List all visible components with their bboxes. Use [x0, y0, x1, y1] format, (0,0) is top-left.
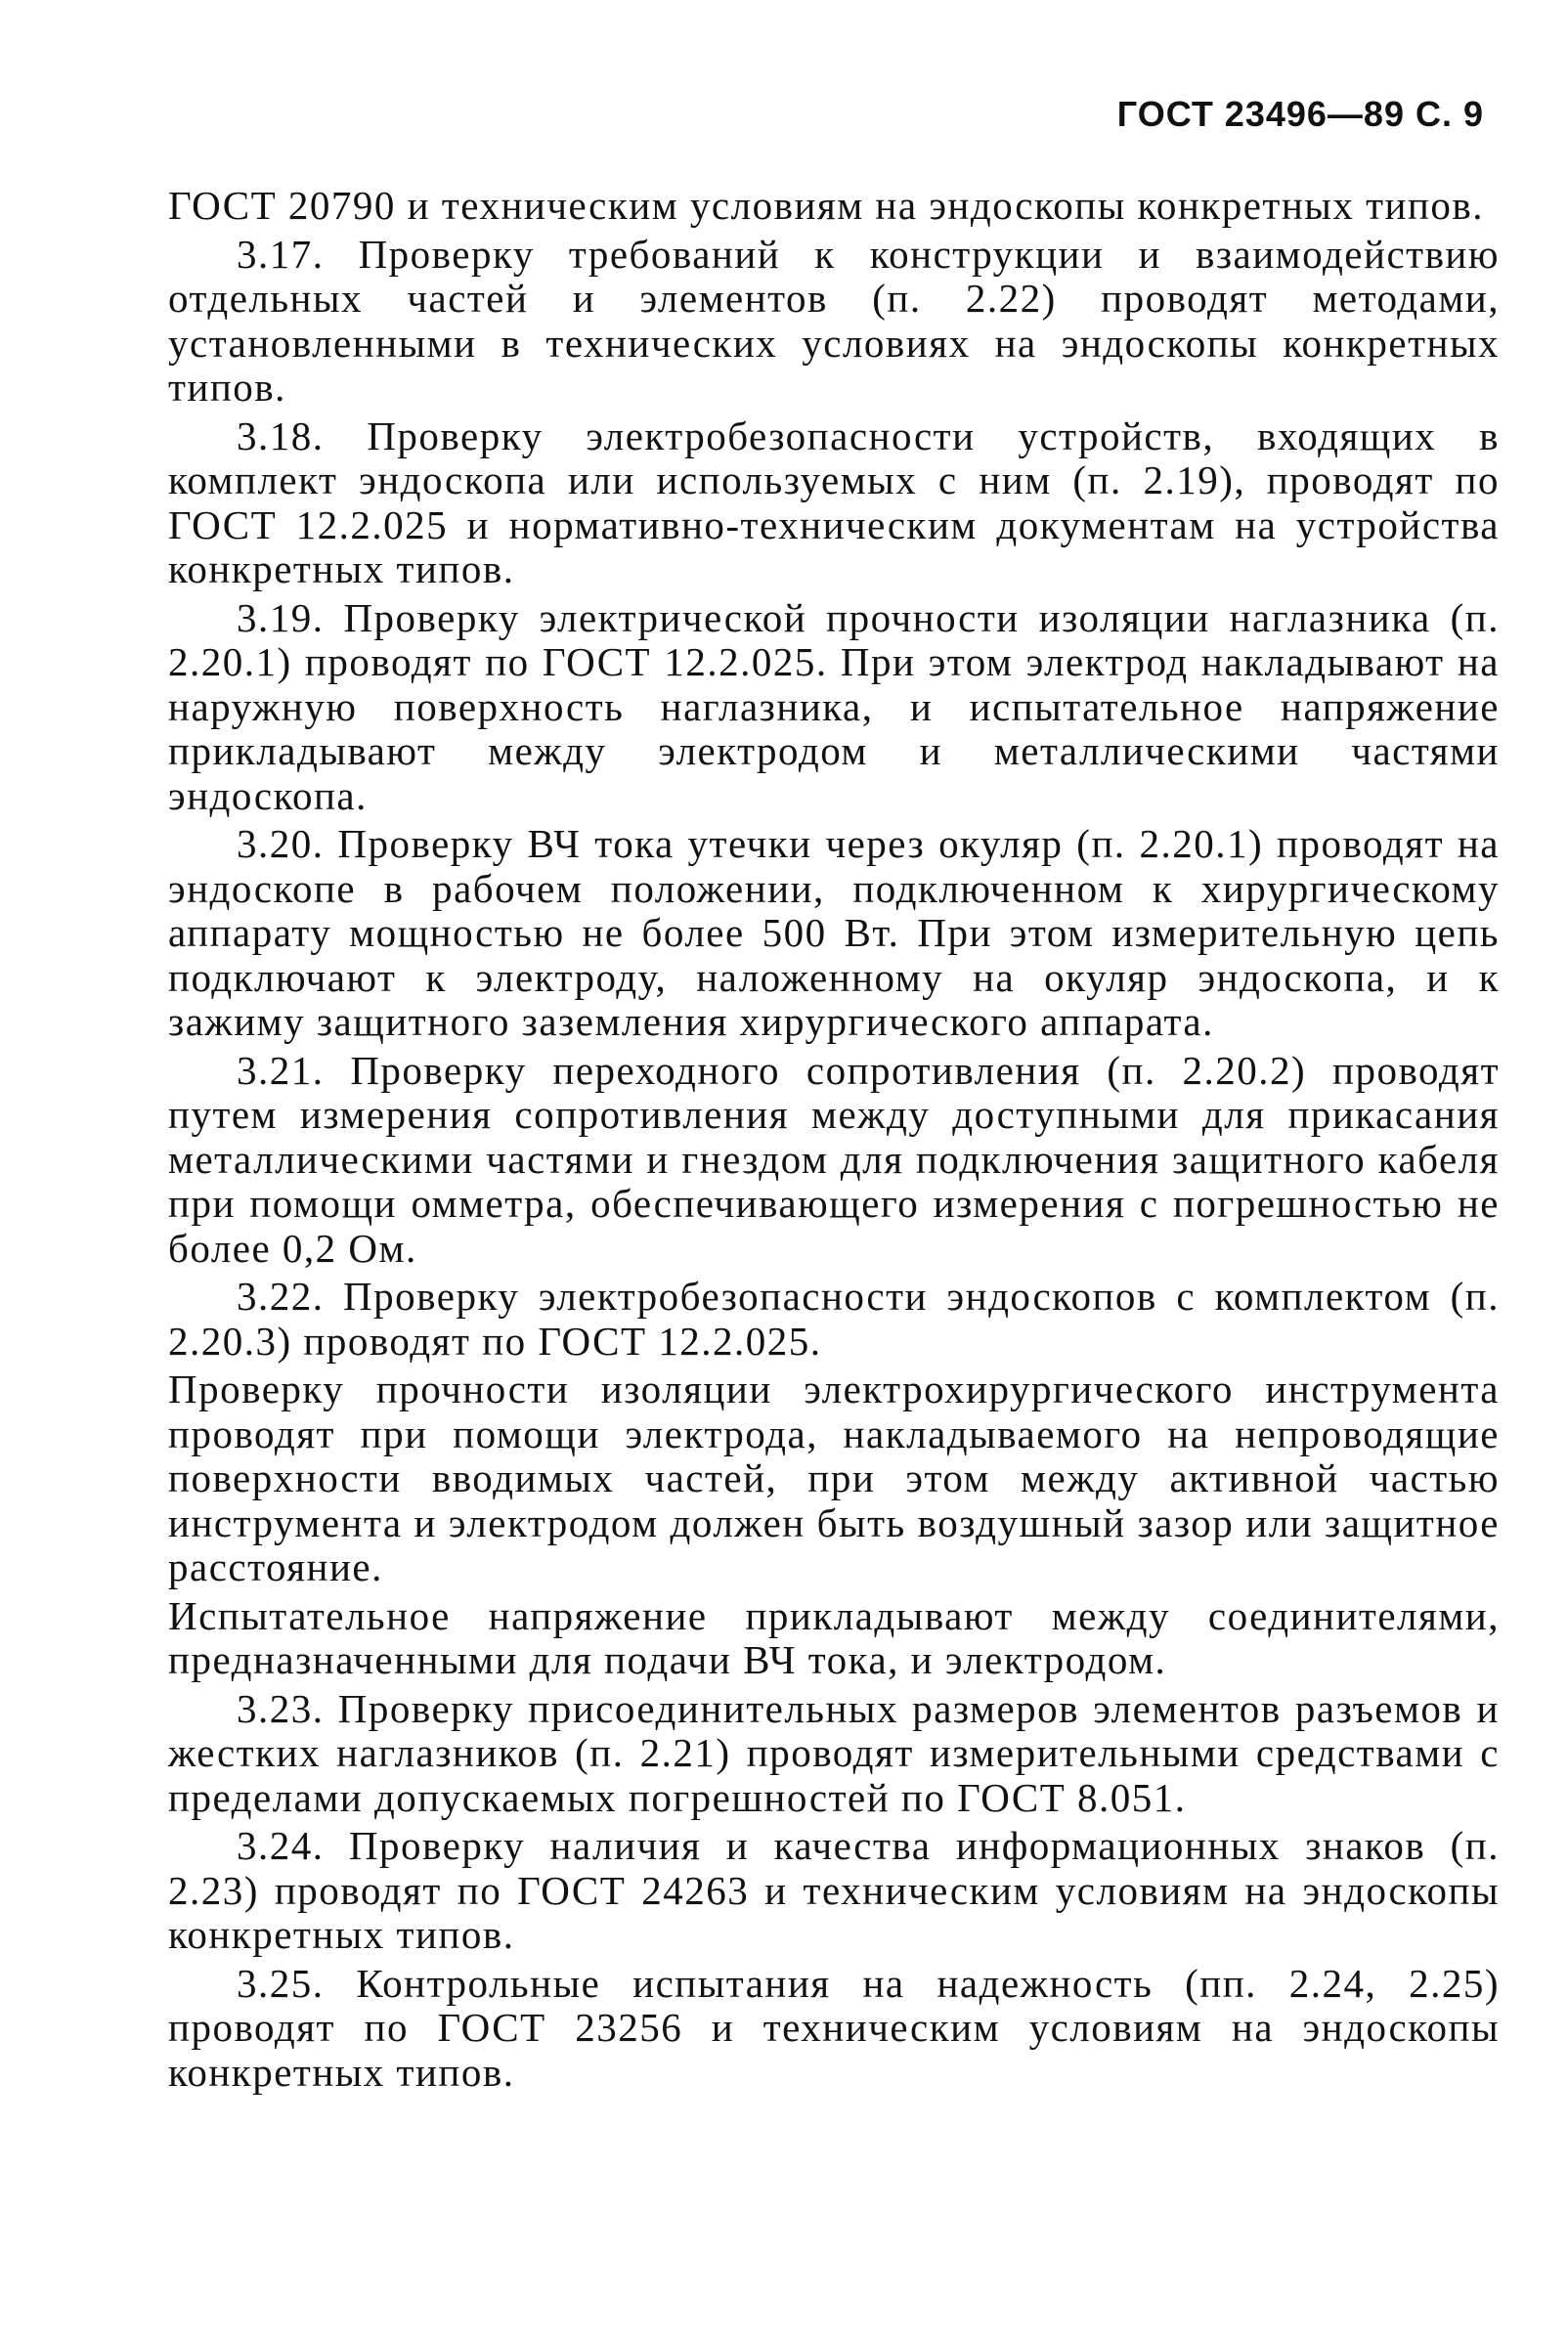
paragraph-3-20: 3.20. Проверку ВЧ тока утечки через окуляр (п. 2.20.1) проводят на эндоскопе в рабочем положении, подключенном к хирургическому аппарату мощностью не более 500 Вт. При этом измерительную цепь подключают к электроду, наложенному на окуляр эндоскопа, и к зажиму защитного заземления хирургического аппарата.	[168, 821, 1500, 1044]
paragraph-3-23: 3.23. Проверку присоединительных размеров элементов разъемов и жестких наглазников (п. 2.21) проводят измерительными средствами с пределами допускаемых погрешностей по ГОСТ 8.051.	[168, 1685, 1500, 1820]
paragraph-continuation: ГОСТ 20790 и техническим условиям на эндоскопы конкретных типов.	[168, 183, 1484, 228]
paragraph-3-21: 3.21. Проверку переходного сопротивления (п. 2.20.2) проводят путем измерения сопротивления между доступными для прикасания металлическими частями и гнездом для подключения защитного кабеля при помощи омметра, обеспечивающего измерения с погрешностью не более 0,2 Ом.	[168, 1047, 1500, 1271]
paragraph-3-17: 3.17. Проверку требований к конструкции и взаимодействию отдельных частей и элементов (п. 2.22) проводят методами, установленными в технических условиях на эндоскопы конкретных типов.	[168, 231, 1500, 410]
running-header: ГОСТ 23496—89 С. 9	[1116, 94, 1484, 134]
paragraph-insulation-check: Проверку прочности изоляции электрохирургического инструмента проводят при помощи электрода, накладываемого на непроводящие поверхности вводимых частей, при этом между активной частью инструмента и электродом должен быть воздушный зазор или защитное расстояние.	[168, 1367, 1500, 1589]
paragraph-3-19: 3.19. Проверку электрической прочности изоляции наглазника (п. 2.20.1) проводят по ГОСТ 12.2.025. При этом электрод накладывают на наружную поверхность наглазника, и испытательное напряжение прикладывают между электродом и металлическими частями эндоскопа.	[168, 594, 1500, 818]
paragraph-3-18: 3.18. Проверку электробезопасности устройств, входящих в комплект эндоскопа или используемых с ним (п. 2.19), проводят по ГОСТ 12.2.025 и нормативно-техническим документам на устройства конкретных типов.	[168, 412, 1500, 591]
paragraph-3-22: 3.22. Проверку электробезопасности эндоскопов с комплектом (п. 2.20.3) проводят по ГОСТ 12.2.025.	[168, 1274, 1500, 1364]
paragraph-3-25: 3.25. Контрольные испытания на надежность (пп. 2.24, 2.25) проводят по ГОСТ 23256 и техническим условиям на эндоскопы конкретных типов.	[168, 1960, 1500, 2095]
paragraph-test-voltage: Испытательное напряжение прикладывают между соединителями, предназначенными для подачи ВЧ тока, и электродом.	[168, 1592, 1500, 1682]
paragraph-3-24: 3.24. Проверку наличия и качества информационных знаков (п. 2.23) проводят по ГОСТ 24263 и техническим условиям на эндоскопы конкретных типов.	[168, 1823, 1500, 1957]
document-body	[168, 184, 1500, 2099]
